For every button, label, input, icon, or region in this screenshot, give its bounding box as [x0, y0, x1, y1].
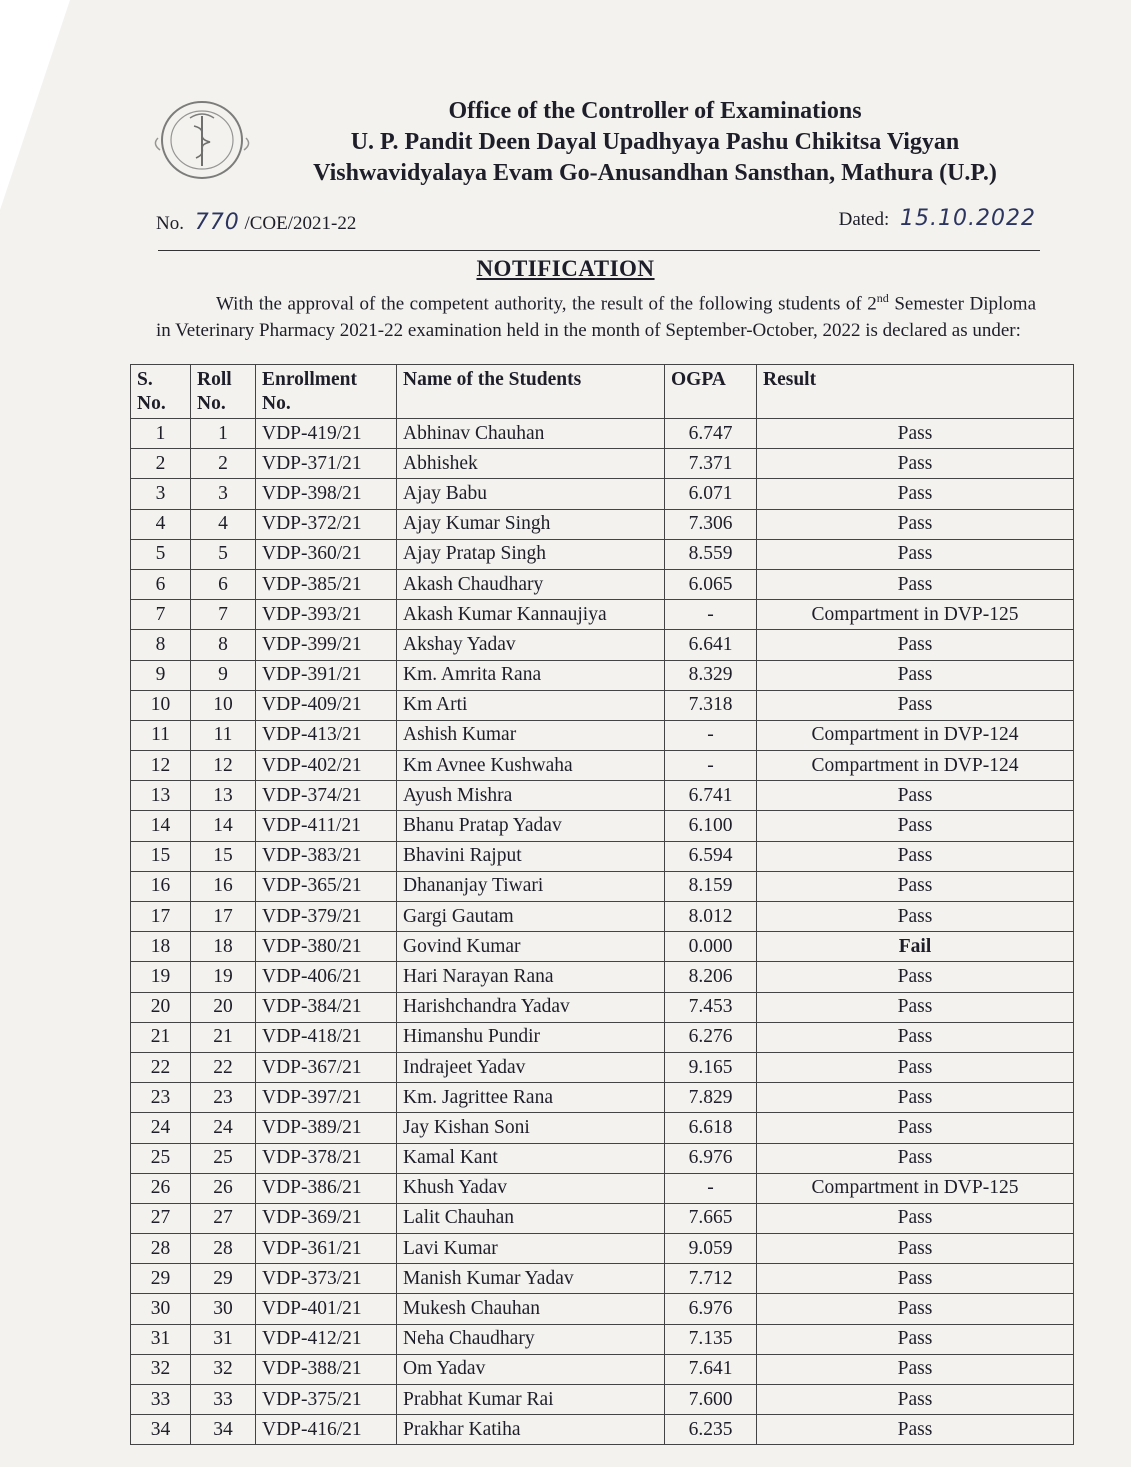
- cell-sno: 4: [131, 509, 191, 539]
- table-row: [131, 1294, 1074, 1324]
- table-row: [131, 539, 1074, 569]
- cell-sno: 10: [131, 690, 191, 720]
- cell-enrollment: VDP-365/21: [256, 871, 397, 901]
- cell-student-name: Jay Kishan Soni: [397, 1113, 665, 1143]
- cell-sno: 15: [131, 841, 191, 871]
- cell-roll: 18: [191, 932, 256, 962]
- cell-sno: 8: [131, 630, 191, 660]
- table-row: [131, 1173, 1074, 1203]
- cell-enrollment: VDP-367/21: [256, 1052, 397, 1082]
- cell-sno: 20: [131, 992, 191, 1022]
- cell-student-name: Ashish Kumar: [397, 720, 665, 750]
- cell-sno: 30: [131, 1294, 191, 1324]
- cell-enrollment: VDP-378/21: [256, 1143, 397, 1173]
- university-seal-icon: [150, 98, 254, 182]
- cell-student-name: Indrajeet Yadav: [397, 1052, 665, 1082]
- cell-result: Pass: [757, 479, 1074, 509]
- cell-enrollment: VDP-391/21: [256, 660, 397, 690]
- table-row: [131, 630, 1074, 660]
- cell-student-name: Abhinav Chauhan: [397, 419, 665, 449]
- cell-student-name: Km Arti: [397, 690, 665, 720]
- cell-sno: 23: [131, 1083, 191, 1113]
- cell-result: Pass: [757, 690, 1074, 720]
- cell-roll: 14: [191, 811, 256, 841]
- table-row: [131, 1203, 1074, 1233]
- cell-enrollment: VDP-409/21: [256, 690, 397, 720]
- table-row: [131, 871, 1074, 901]
- header-divider: [158, 250, 1040, 251]
- table-row: [131, 992, 1074, 1022]
- cell-enrollment: VDP-372/21: [256, 509, 397, 539]
- cell-student-name: Neha Chaudhary: [397, 1324, 665, 1354]
- cell-enrollment: VDP-389/21: [256, 1113, 397, 1143]
- cell-student-name: Mukesh Chauhan: [397, 1294, 665, 1324]
- cell-sno: 12: [131, 751, 191, 781]
- cell-ogpa: 6.065: [665, 569, 757, 599]
- cell-ogpa: -: [665, 1173, 757, 1203]
- cell-result: Pass: [757, 1203, 1074, 1233]
- cell-roll: 31: [191, 1324, 256, 1354]
- cell-result: Pass: [757, 1052, 1074, 1082]
- header-result: Result: [757, 365, 1074, 419]
- cell-ogpa: 8.012: [665, 902, 757, 932]
- cell-student-name: Manish Kumar Yadav: [397, 1264, 665, 1294]
- cell-ogpa: 7.641: [665, 1354, 757, 1384]
- cell-sno: 14: [131, 811, 191, 841]
- header-name: Name of the Students: [397, 365, 665, 419]
- table-row: [131, 841, 1074, 871]
- results-table: [130, 364, 1074, 1445]
- results-body: [131, 419, 1074, 1445]
- cell-enrollment: VDP-386/21: [256, 1173, 397, 1203]
- cell-sno: 26: [131, 1173, 191, 1203]
- cell-sno: 1: [131, 419, 191, 449]
- cell-roll: 13: [191, 781, 256, 811]
- cell-sno: 34: [131, 1415, 191, 1445]
- cell-sno: 25: [131, 1143, 191, 1173]
- table-row: [131, 1113, 1074, 1143]
- cell-enrollment: VDP-361/21: [256, 1234, 397, 1264]
- table-row: [131, 1324, 1074, 1354]
- cell-ogpa: -: [665, 600, 757, 630]
- cell-roll: 24: [191, 1113, 256, 1143]
- cell-sno: 27: [131, 1203, 191, 1233]
- cell-student-name: Ajay Babu: [397, 479, 665, 509]
- cell-roll: 9: [191, 660, 256, 690]
- table-row: [131, 811, 1074, 841]
- cell-enrollment: VDP-398/21: [256, 479, 397, 509]
- cell-result: Pass: [757, 781, 1074, 811]
- cell-enrollment: VDP-383/21: [256, 841, 397, 871]
- table-row: [131, 962, 1074, 992]
- table-header-row: [131, 365, 1074, 419]
- cell-result: Pass: [757, 419, 1074, 449]
- cell-sno: 16: [131, 871, 191, 901]
- cell-result: Compartment in DVP-124: [757, 751, 1074, 781]
- cell-student-name: Lavi Kumar: [397, 1234, 665, 1264]
- cell-sno: 31: [131, 1324, 191, 1354]
- cell-result: Fail: [757, 932, 1074, 962]
- cell-ogpa: 6.235: [665, 1415, 757, 1445]
- cell-result: Pass: [757, 871, 1074, 901]
- cell-roll: 29: [191, 1264, 256, 1294]
- cell-ogpa: 6.071: [665, 479, 757, 509]
- cell-sno: 24: [131, 1113, 191, 1143]
- cell-result: Pass: [757, 1022, 1074, 1052]
- cell-result: Compartment in DVP-124: [757, 720, 1074, 750]
- cell-sno: 18: [131, 932, 191, 962]
- cell-enrollment: VDP-375/21: [256, 1385, 397, 1415]
- cell-student-name: Akash Kumar Kannaujiya: [397, 600, 665, 630]
- table-row: [131, 1354, 1074, 1384]
- cell-enrollment: VDP-369/21: [256, 1203, 397, 1233]
- cell-roll: 30: [191, 1294, 256, 1324]
- cell-ogpa: 6.276: [665, 1022, 757, 1052]
- cell-result: Pass: [757, 1083, 1074, 1113]
- table-row: [131, 600, 1074, 630]
- cell-roll: 26: [191, 1173, 256, 1203]
- header-roll: Roll No.: [191, 365, 256, 419]
- header-ogpa: OGPA: [665, 365, 757, 419]
- cell-enrollment: VDP-380/21: [256, 932, 397, 962]
- cell-student-name: Ajay Pratap Singh: [397, 539, 665, 569]
- cell-sno: 5: [131, 539, 191, 569]
- table-row: [131, 1143, 1074, 1173]
- cell-enrollment: VDP-360/21: [256, 539, 397, 569]
- body-superscript: nd: [876, 291, 889, 305]
- table-row: [131, 902, 1074, 932]
- cell-roll: 19: [191, 962, 256, 992]
- university-name-line-1: U. P. Pandit Deen Dayal Upadhyaya Pashu Chikitsa Vigyan: [350, 129, 960, 155]
- cell-enrollment: VDP-373/21: [256, 1264, 397, 1294]
- cell-enrollment: VDP-411/21: [256, 811, 397, 841]
- cell-sno: 11: [131, 720, 191, 750]
- cell-student-name: Km Avnee Kushwaha: [397, 751, 665, 781]
- cell-student-name: Himanshu Pundir: [397, 1022, 665, 1052]
- cell-sno: 2: [131, 449, 191, 479]
- cell-ogpa: 8.329: [665, 660, 757, 690]
- table-row: [131, 690, 1074, 720]
- cell-enrollment: VDP-371/21: [256, 449, 397, 479]
- cell-student-name: Khush Yadav: [397, 1173, 665, 1203]
- cell-roll: 5: [191, 539, 256, 569]
- header-enrollment: Enrollment No.: [256, 365, 397, 419]
- cell-student-name: Om Yadav: [397, 1354, 665, 1384]
- cell-ogpa: 6.976: [665, 1143, 757, 1173]
- cell-sno: 21: [131, 1022, 191, 1052]
- cell-student-name: Bhavini Rajput: [397, 841, 665, 871]
- cell-ogpa: 8.206: [665, 962, 757, 992]
- cell-student-name: Abhishek: [397, 449, 665, 479]
- notification-heading: [0, 256, 1131, 282]
- table-row: [131, 509, 1074, 539]
- cell-result: Pass: [757, 1234, 1074, 1264]
- cell-student-name: Harishchandra Yadav: [397, 992, 665, 1022]
- cell-student-name: Km. Jagrittee Rana: [397, 1083, 665, 1113]
- cell-sno: 28: [131, 1234, 191, 1264]
- table-row: [131, 720, 1074, 750]
- letterhead: [150, 92, 1050, 202]
- cell-roll: 17: [191, 902, 256, 932]
- cell-roll: 10: [191, 690, 256, 720]
- cell-sno: 32: [131, 1354, 191, 1384]
- cell-result: Pass: [757, 1113, 1074, 1143]
- table-row: [131, 1022, 1074, 1052]
- cell-result: Pass: [757, 841, 1074, 871]
- cell-student-name: Hari Narayan Rana: [397, 962, 665, 992]
- cell-enrollment: VDP-397/21: [256, 1083, 397, 1113]
- cell-enrollment: VDP-374/21: [256, 781, 397, 811]
- cell-result: Pass: [757, 902, 1074, 932]
- cell-result: Pass: [757, 811, 1074, 841]
- cell-sno: 7: [131, 600, 191, 630]
- cell-result: Pass: [757, 660, 1074, 690]
- cell-ogpa: 7.371: [665, 449, 757, 479]
- reference-number: [156, 210, 356, 235]
- cell-result: Pass: [757, 1385, 1074, 1415]
- cell-ogpa: 0.000: [665, 932, 757, 962]
- cell-ogpa: 9.059: [665, 1234, 757, 1264]
- cell-enrollment: VDP-406/21: [256, 962, 397, 992]
- table-row: [131, 1083, 1074, 1113]
- cell-sno: 19: [131, 962, 191, 992]
- cell-ogpa: 7.829: [665, 1083, 757, 1113]
- table-row: [131, 569, 1074, 599]
- cell-ogpa: 6.641: [665, 630, 757, 660]
- cell-enrollment: VDP-419/21: [256, 419, 397, 449]
- cell-roll: 22: [191, 1052, 256, 1082]
- cell-roll: 32: [191, 1354, 256, 1384]
- cell-result: Compartment in DVP-125: [757, 1173, 1074, 1203]
- cell-roll: 1: [191, 419, 256, 449]
- cell-ogpa: 6.100: [665, 811, 757, 841]
- cell-ogpa: 8.559: [665, 539, 757, 569]
- cell-sno: 17: [131, 902, 191, 932]
- table-row: [131, 479, 1074, 509]
- cell-ogpa: 7.665: [665, 1203, 757, 1233]
- cell-ogpa: 7.712: [665, 1264, 757, 1294]
- cell-student-name: Govind Kumar: [397, 932, 665, 962]
- cell-enrollment: VDP-401/21: [256, 1294, 397, 1324]
- body-text-part1: With the approval of the competent authority, the result of the following students of 2: [216, 293, 877, 315]
- cell-student-name: Ayush Mishra: [397, 781, 665, 811]
- cell-enrollment: VDP-384/21: [256, 992, 397, 1022]
- cell-ogpa: 7.318: [665, 690, 757, 720]
- table-row: [131, 1234, 1074, 1264]
- cell-roll: 15: [191, 841, 256, 871]
- body-text-part2: Semester Diploma in Veterinary Pharmacy 2021-22 examination held in the month of September-October, 2022 is declared as under:: [156, 293, 1037, 342]
- ref-no-label: No.: [156, 213, 184, 234]
- cell-student-name: Kamal Kant: [397, 1143, 665, 1173]
- cell-roll: 2: [191, 449, 256, 479]
- cell-result: Pass: [757, 992, 1074, 1022]
- cell-roll: 27: [191, 1203, 256, 1233]
- ref-no-handwritten: 770: [194, 210, 240, 235]
- cell-roll: 21: [191, 1022, 256, 1052]
- cell-sno: 6: [131, 569, 191, 599]
- cell-sno: 9: [131, 660, 191, 690]
- university-name-line-2: Vishwavidyalaya Evam Go-Anusandhan Sansthan, Mathura (U.P.): [313, 160, 997, 186]
- cell-sno: 22: [131, 1052, 191, 1082]
- cell-sno: 33: [131, 1385, 191, 1415]
- cell-ogpa: 6.741: [665, 781, 757, 811]
- cell-student-name: Lalit Chauhan: [397, 1203, 665, 1233]
- cell-result: Pass: [757, 1143, 1074, 1173]
- cell-ogpa: 6.976: [665, 1294, 757, 1324]
- dated-label: Dated:: [838, 209, 890, 230]
- cell-ogpa: 7.600: [665, 1385, 757, 1415]
- cell-enrollment: VDP-418/21: [256, 1022, 397, 1052]
- cell-result: Pass: [757, 1294, 1074, 1324]
- dated-handwritten: 15.10.2022: [900, 206, 1036, 231]
- cell-ogpa: 6.618: [665, 1113, 757, 1143]
- cell-enrollment: VDP-402/21: [256, 751, 397, 781]
- reference-date: [839, 206, 1036, 231]
- table-row: [131, 751, 1074, 781]
- cell-result: Pass: [757, 449, 1074, 479]
- cell-ogpa: 6.747: [665, 419, 757, 449]
- cell-ogpa: -: [665, 751, 757, 781]
- table-row: [131, 1052, 1074, 1082]
- cell-result: Pass: [757, 1324, 1074, 1354]
- cell-roll: 3: [191, 479, 256, 509]
- cell-enrollment: VDP-413/21: [256, 720, 397, 750]
- table-row: [131, 1415, 1074, 1445]
- cell-enrollment: VDP-379/21: [256, 902, 397, 932]
- cell-sno: 3: [131, 479, 191, 509]
- cell-student-name: Dhananjay Tiwari: [397, 871, 665, 901]
- cell-sno: 13: [131, 781, 191, 811]
- cell-result: Pass: [757, 509, 1074, 539]
- cell-enrollment: VDP-399/21: [256, 630, 397, 660]
- header-sno: S. No.: [131, 365, 191, 419]
- cell-roll: 12: [191, 751, 256, 781]
- cell-roll: 11: [191, 720, 256, 750]
- cell-ogpa: -: [665, 720, 757, 750]
- cell-enrollment: VDP-388/21: [256, 1354, 397, 1384]
- cell-result: Pass: [757, 1354, 1074, 1384]
- cell-result: Pass: [757, 1264, 1074, 1294]
- cell-roll: 34: [191, 1415, 256, 1445]
- table-row: [131, 1385, 1074, 1415]
- table-row: [131, 419, 1074, 449]
- ref-no-suffix: /COE/2021-22: [244, 213, 357, 234]
- table-row: [131, 932, 1074, 962]
- cell-sno: 29: [131, 1264, 191, 1294]
- cell-ogpa: 7.135: [665, 1324, 757, 1354]
- cell-student-name: Ajay Kumar Singh: [397, 509, 665, 539]
- notification-body: [156, 285, 1036, 344]
- cell-student-name: Akshay Yadav: [397, 630, 665, 660]
- cell-roll: 6: [191, 569, 256, 599]
- cell-result: Pass: [757, 569, 1074, 599]
- cell-roll: 16: [191, 871, 256, 901]
- cell-ogpa: 6.594: [665, 841, 757, 871]
- table-row: [131, 1264, 1074, 1294]
- cell-roll: 4: [191, 509, 256, 539]
- cell-result: Pass: [757, 630, 1074, 660]
- office-title: Office of the Controller of Examinations: [448, 98, 862, 124]
- cell-result: Pass: [757, 1415, 1074, 1445]
- cell-enrollment: VDP-393/21: [256, 600, 397, 630]
- table-row: [131, 660, 1074, 690]
- cell-enrollment: VDP-416/21: [256, 1415, 397, 1445]
- cell-result: Pass: [757, 539, 1074, 569]
- cell-roll: 25: [191, 1143, 256, 1173]
- cell-ogpa: 7.306: [665, 509, 757, 539]
- cell-enrollment: VDP-385/21: [256, 569, 397, 599]
- cell-roll: 7: [191, 600, 256, 630]
- page-fold: [0, 0, 70, 210]
- cell-student-name: Prakhar Katiha: [397, 1415, 665, 1445]
- notification-title: NOTIFICATION: [476, 256, 655, 281]
- cell-roll: 33: [191, 1385, 256, 1415]
- cell-roll: 28: [191, 1234, 256, 1264]
- cell-roll: 23: [191, 1083, 256, 1113]
- cell-roll: 8: [191, 630, 256, 660]
- cell-student-name: Gargi Gautam: [397, 902, 665, 932]
- cell-ogpa: 9.165: [665, 1052, 757, 1082]
- table-row: [131, 449, 1074, 479]
- cell-result: Pass: [757, 962, 1074, 992]
- cell-ogpa: 7.453: [665, 992, 757, 1022]
- cell-student-name: Bhanu Pratap Yadav: [397, 811, 665, 841]
- cell-roll: 20: [191, 992, 256, 1022]
- reference-row: [156, 206, 1036, 242]
- cell-student-name: Km. Amrita Rana: [397, 660, 665, 690]
- cell-enrollment: VDP-412/21: [256, 1324, 397, 1354]
- cell-result: Compartment in DVP-125: [757, 600, 1074, 630]
- cell-ogpa: 8.159: [665, 871, 757, 901]
- table-row: [131, 781, 1074, 811]
- cell-student-name: Akash Chaudhary: [397, 569, 665, 599]
- cell-student-name: Prabhat Kumar Rai: [397, 1385, 665, 1415]
